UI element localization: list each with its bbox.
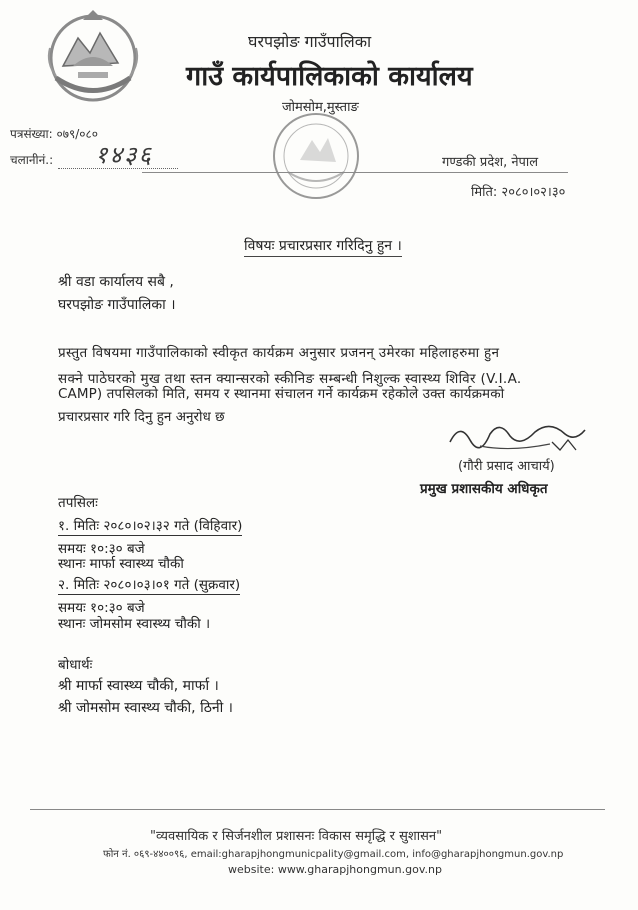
letter-date: मिति: २०८०।०२।३० [471,185,566,200]
signer-designation: प्रमुख प्रशासकीय अधिकृत [420,481,548,497]
details-item-1-place: स्थानः मार्फा स्वास्थ्य चौकी [58,556,184,572]
details-item-2-time: समयः १०:३० बजे [58,600,145,616]
subject-line: विषयः प्रचारप्रसार गरिदिनु हुन । [244,236,402,257]
body-line-4: प्रचारप्रसार गरि दिनु हुन अनुरोध छ [58,409,225,425]
office-title: गाउँ कार्यपालिकाको कार्यालय [186,61,473,92]
footer-contact: फोन नं. ०६९-४४००९६, email:gharapjhongmunicpality@gmail.com, info@gharapjhongmun.gov.np [103,849,564,860]
dispatch-number-handwritten: १४३६ [95,141,153,169]
addressee-line-2: घरपझोङ गाउँपालिका । [58,297,176,313]
cc-heading: बोधार्थः [58,657,93,673]
details-item-1-date: १. मितिः २०८०।०२।३२ गते (विहिवार) [58,518,243,534]
rural-municipality-name: घरपझोङ गाउँपालिका [248,32,372,51]
signature-mark [440,412,590,460]
footer-website: website: www.gharapjhongmun.gov.np [228,863,442,876]
cc-line-2: श्री जोमसोम स्वास्थ्य चौकी, ठिनी । [58,700,233,716]
letter-number: पत्रसंख्या: ०७९/०८० [10,127,98,141]
province-name: गण्डकी प्रदेश, नेपाल [442,155,539,170]
addressee-line-1: श्री वडा कार्यालय सबै , [58,274,174,290]
nepal-emblem-icon [38,8,148,108]
office-location: जोमसोम,मुस्ताङ [282,100,359,115]
body-line-2: सक्ने पाठेघरको मुख तथा स्तन क्यान्सरको स्कीनिङ सम्बन्धी निशुल्क स्वास्थ्य शिविर (V.I.A. [58,371,522,387]
cc-line-1: श्री मार्फा स्वास्थ्य चौकी, मार्फा । [58,678,219,694]
details-heading: तपसिलः [58,495,98,511]
details-item-2-place: स्थानः जोमसोम स्वास्थ्य चौकी । [58,616,211,632]
dispatch-dotted-line [58,168,178,169]
footer-divider [30,809,605,810]
office-stamp-icon [270,110,362,202]
body-line-1: प्रस्तुत विषयमा गाउँपालिकाको स्वीकृत कार्यक्रम अनुसार प्रजनन् उमेरका महिलाहरुमा हुन [58,345,500,361]
signer-name: (गौरी प्रसाद आचार्य) [458,459,555,474]
body-line-3: CAMP) तपसिलको मिति, समय र स्थानमा संचालन गर्ने कार्यक्रम रहेकोले उक्त कार्यक्रमको [58,386,505,402]
dispatch-label: चलानीनं.: [10,153,54,167]
details-item-2-date: २. मितिः २०८०।०३।०१ गते (सुक्रवार) [58,577,241,593]
footer-motto: "व्यवसायिक र सिर्जनशील प्रशासनः विकास समृद्धि र सुशासन" [150,829,443,844]
header-divider [142,172,568,173]
details-item-1-time: समयः १०:३० बजे [58,541,145,557]
